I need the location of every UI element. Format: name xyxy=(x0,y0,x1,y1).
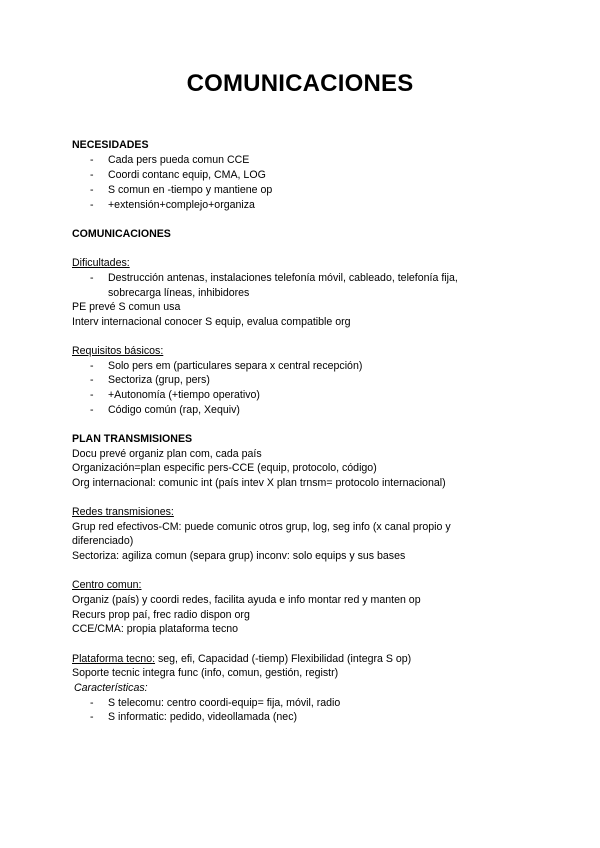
dash-marker: - xyxy=(90,697,94,709)
list-item-text: S comun en -tiempo y mantiene op xyxy=(108,184,273,196)
page-title: COMUNICACIONES xyxy=(186,70,414,97)
paragraph-line: PE prevé S comun usa xyxy=(72,301,181,313)
list-item-text: S informatic: pedido, videollamada (nec) xyxy=(108,711,298,723)
subheading-dificultades: Dificultades: xyxy=(72,257,130,269)
section-heading-necesidades: NECESIDADES xyxy=(72,139,149,151)
paragraph-line: diferenciado) xyxy=(72,535,134,547)
dash-marker: - xyxy=(90,169,94,181)
list-item-text: Sectoriza (grup, pers) xyxy=(108,374,210,386)
paragraph-line: Docu prevé organiz plan com, cada país xyxy=(72,448,262,460)
list-item-text: Cada pers pueda comun CCE xyxy=(108,154,250,166)
subheading-plataforma: Plataforma tecno: xyxy=(72,653,156,665)
list-item-text: sobrecarga líneas, inhibidores xyxy=(108,287,250,299)
dash-marker: - xyxy=(90,711,94,723)
dash-marker: - xyxy=(90,360,94,372)
list-item-text: Solo pers em (particulares separa x central recepción) xyxy=(108,360,363,372)
list-item-text: Destrucción antenas, instalaciones telefonía móvil, cableado, telefonía fija, xyxy=(108,272,458,284)
dash-marker: - xyxy=(90,199,94,211)
subheading-centro: Centro comun: xyxy=(72,579,142,591)
subheading-redes: Redes transmisiones: xyxy=(72,506,174,518)
paragraph-line-plataforma xyxy=(72,652,411,667)
subheading-caracteristicas: Características: xyxy=(74,682,148,694)
section-heading-comunicaciones: COMUNICACIONES xyxy=(72,228,171,240)
list-item-text: Código común (rap, Xequiv) xyxy=(108,404,240,416)
list-item-text: +extensión+complejo+organiza xyxy=(108,199,255,211)
plataforma-text: seg, efi, Capacidad (-tiemp) Flexibilidad (integra S op) xyxy=(155,653,412,665)
subheading-requisitos: Requisitos básicos: xyxy=(72,345,164,357)
dash-marker: - xyxy=(90,272,94,284)
list-item-text: S telecomu: centro coordi-equip= fija, móvil, radio xyxy=(108,697,341,709)
dash-marker: - xyxy=(90,184,94,196)
dash-marker: - xyxy=(90,374,94,386)
paragraph-line: Org internacional: comunic int (país intev X plan trnsm= protocolo internacional) xyxy=(72,477,446,489)
list-item-text: Coordi contanc equip, CMA, LOG xyxy=(108,169,266,181)
paragraph-line: Organización=plan especific pers-CCE (equip, protocolo, código) xyxy=(72,462,377,474)
paragraph-line: Recurs prop paí, frec radio dispon org xyxy=(72,609,250,621)
paragraph-line: CCE/CMA: propia plataforma tecno xyxy=(72,623,239,635)
paragraph-line: Organiz (país) y coordi redes, facilita ayuda e info montar red y manten op xyxy=(72,594,421,606)
list-item-text: +Autonomía (+tiempo operativo) xyxy=(108,389,260,401)
section-heading-plan: PLAN TRANSMISIONES xyxy=(72,433,193,445)
paragraph-line: Sectoriza: agiliza comun (separa grup) inconv: solo equips y sus bases xyxy=(72,550,406,562)
dash-marker: - xyxy=(90,389,94,401)
paragraph-line: Interv internacional conocer S equip, evalua compatible org xyxy=(72,316,351,328)
dash-marker: - xyxy=(90,154,94,166)
paragraph-line: Soporte tecnic integra func (info, comun, gestión, registr) xyxy=(72,667,339,679)
paragraph-line: Grup red efectivos-CM: puede comunic otros grup, log, seg info (x canal propio y xyxy=(72,521,451,533)
dash-marker: - xyxy=(90,404,94,416)
